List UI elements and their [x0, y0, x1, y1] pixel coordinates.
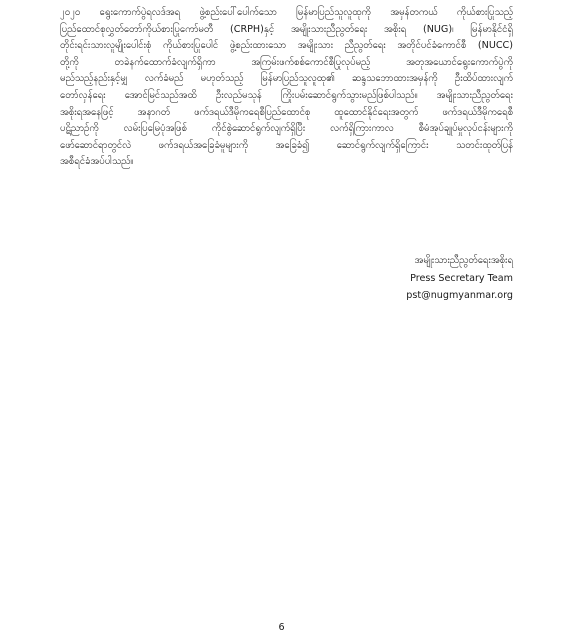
body-line: တိုင်းရင်းသားလူမျိုးပေါင်းစုံ ကိုယ်စားပြုပေါင် ဖွဲ့စည်းထားသော အမျိုးသား ညီညွတ်ရေး အတိုင်ပင်ခံကောင်စီ (NUCC) [60, 40, 513, 52]
body-line: အစိုးရအနေဖြင့် အနာဂတ် ဖက်ဒရယ်ဒီမိုကရေစီပြည်ထောင်စု ထူထောင်နိုင်ရေးအတွက် ဖက်ဒရယ်ဒီမိုကရေစီ [60, 106, 513, 118]
body-line: အစီရင်ခံအပ်ပါသည်။ [60, 156, 134, 168]
body-line: ဖော်ဆောင်ရာတွင်လဲ ဖက်ဒရယ်အခြေခံမူများကို အခြေခံ၍ ဆောင်ရွက်လျက်ရှိကြောင်း သတင်းထုတ်ပြန် [60, 139, 513, 151]
body-line: ၂၀၂၀ ရွေးကောက်ပွဲရလဒ်အရ ဖွဲ့စည်းပေါ်ပေါက်သော မြန်မာပြည်သူလူထုကို အမှန်တကယ် ကိုယ်စားပြုသည့် [60, 7, 513, 18]
signature-team: Press Secretary Team [410, 272, 513, 284]
body-line: တို့ကို တခဲနက်ထောက်ခံလျက်ရှိကာ အကြမ်းဖက်စစ်ကောင်စီပြုလုပ်မည့် အတုအယောင်ရွေးကောက်ပွဲကို [60, 56, 513, 68]
body-paragraph [60, 5, 513, 171]
body-line: ပြည်ထောင်စုလွှတ်တော်ကိုယ်စားပြုကော်မတီ (CRPH)နှင့် အမျိုးသားညီညွတ်ရေး အစိုးရ (NUG)၊ မြန်မာနိုင်ငံရှိ [60, 23, 513, 35]
signature-org-name: အမျိုးသားညီညွတ်ရေးအစိုးရ [414, 255, 513, 266]
body-line: တော်လှန်ရေး အောင်မြင်သည်အထိ ဦးလည်မသုန် ကြိုးပမ်းဆောင်ရွက်သွားမည်ဖြစ်ပါသည်။ အမျိုးသားညီညွတ်ရေး [60, 89, 513, 101]
signature-block [406, 252, 513, 305]
body-line: မည်သည့်နည်းနှင့်မျှ လက်ခံမည် မဟုတ်သည့် မြန်မာပြည်သူလူထု၏ ဆန္ဒသဘောထားအမှန်ကို ဦးထိပ်ထားလျက် [60, 73, 513, 85]
signature-email: pst@nugmyanmar.org [406, 290, 513, 301]
body-line: ပဋိညာဉ်ကို လမ်းပြမြေပုံအဖြစ် ကိုင်စွဲဆောင်ရွက်လျက်ရှိပြီး လက်ရှိကြားကာလ စီမံအုပ်ချုပ်မှုလုပ်ငန်းများကို [60, 123, 513, 135]
page-number: 6 [278, 622, 285, 633]
